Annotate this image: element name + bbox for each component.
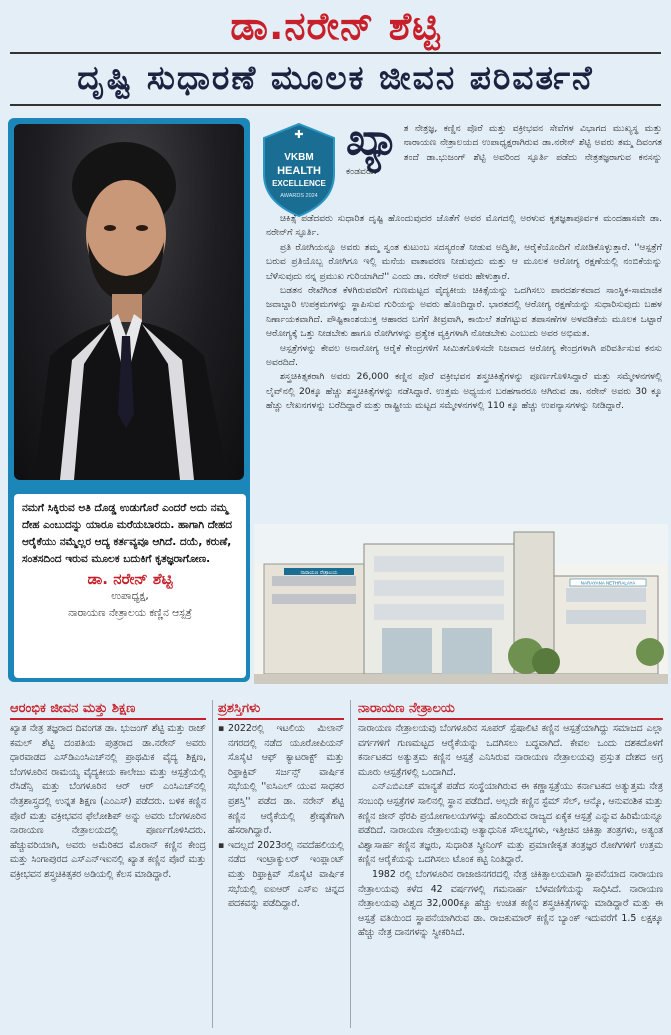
- award-item: ▪ 2022ರಲ್ಲಿ ಇಟಲಿಯ ಮಿಲಾನ್ ನಗರದಲ್ಲಿ ನಡೆದ ಯೂರೋಪಿಯನ್ ಸೊಸೈಟಿ ಆಫ್ ಕ್ಯಾಟರಾಕ್ಟ್ ಮತ್ತು ರಿಫ್ರಾಕ್ಟಿವ್ ಸರ್ಜನ್ಸ್ ವಾರ್ಷಿಕ ಸಭೆಯಲ್ಲಿ ''ಐಸಿಎಲ್ ಯುವ ಸಾಧಕರ ಪ್ರಶಸ್ತಿ'' ಪಡೆದ ಡಾ. ನರೇನ್ ಶೆಟ್ಟಿ ಕಣ್ಣಿನ ಆರೈಕೆಯಲ್ಲಿ ಶ್ರೇಷ್ಠತೆಗಾಗಿ ಹೆಸರಾಗಿದ್ದಾರೆ.: [218, 722, 344, 839]
- article-paragraph: ಬಡತನ ರೇಖೆಗಿಂತ ಕೆಳಗಿರುವವರಿಗೆ ಗುಣಮಟ್ಟದ ವೈದ್ಯಕೀಯ ಚಿಕಿತ್ಸೆಯನ್ನು ಒದಗಿಸಲು ಪಾರದರ್ಶಕವಾದ ಸಾಂಸ್ಥಿಕ-ಸಾಮಾಜಿಕ ಜವಾಬ್ದಾರಿ ಉಪಕ್ರಮಗಳನ್ನು ಸ್ಥಾಪಿಸುವ ಗುರಿಯನ್ನು ಅವರು ಹೊಂದಿದ್ದಾರೆ. ಭಾರತದಲ್ಲಿ ಆರೋಗ್ಯ ರಕ್ಷಣೆಯನ್ನು ಸುಧಾರಿಸುವುದು ಬಹಳ ನಿರ್ಣಾಯಕವಾಗಿದೆ. ಪೌಷ್ಟಿಕಾಂಶಯುಕ್ತ ಆಹಾರದ ಬಗೆಗೆ ತೀವ್ರವಾಗಿ, ಕಾಯಿಲೆ ತಡೆಗಟ್ಟುವ ತಪಾಸಣೆಗಳ ಅಳವಡಿಕೆಯ ಮೂಲಕ ಒಟ್ಟಾರೆ ಆರೋಗ್ಯಕ್ಕೆ ಒತ್ತು ನೀಡಬೇಕು ಹಾಗೂ ರೋಗಿಗಳನ್ನು ಪ್ರತ್ಯೇಕ ವ್ಯಕ್ತಿಗಳಾಗಿ ನೋಡಬೇಕು ಎಂಬುದು ಅವರ ಅಭಿಮತ.: [266, 285, 662, 340]
- section-heading-early-life: ಆರಂಭಿಕ ಜೀವನ ಮತ್ತು ಶಿಕ್ಷಣ: [10, 701, 136, 716]
- page-subtitle: ದೃಷ್ಟಿ ಸುಧಾರಣೆ ಮೂಲಕ ಜೀವನ ಪರಿವರ್ತನೆ: [77, 58, 594, 97]
- hospital-sign-english: NARAYANA NETHRALAYA: [580, 580, 636, 586]
- early-life-text: ಖ್ಯಾತ ನೇತ್ರ ತಜ್ಞರಾದ ದಿವಂಗತ ಡಾ. ಭುಜಂಗ್ ಶೆಟ್ಟಿ ಮತ್ತು ರಾಜ್ ಕಮಲ್ ಶೆಟ್ಟಿ ದಂಪತಿಯ ಪುತ್ರರಾದ ಡಾ.ನರೇನ್ ಅವರು ಧಾರವಾಡದ ಎಸ್‌ಡಿಎಂಸಿಎಚ್‌ನಲ್ಲಿ ಪ್ರಾಥಮಿಕ ವೈದ್ಯ ಶಿಕ್ಷಣ, ಬೆಂಗಳೂರಿನ ರಾಮಯ್ಯ ವೈದ್ಯಕೀಯ ಕಾಲೇಜು ಮತ್ತು ಆಸ್ಪತ್ರೆಯಲ್ಲಿ ರೆಸಿಡೆನ್ಸಿ ಮತ್ತು ಬೆಂಗಳೂರಿನ ಆರ್‌ ಆರ್ ಎಂಸಿಎಚ್‌ನಲ್ಲಿ ನೇತ್ರಶಾಸ್ತ್ರದಲ್ಲಿ ಉನ್ನತ ಶಿಕ್ಷಣ (ಎಂಎಸ್) ಪಡೆದರು. ಬಳಿಕ ಕಣ್ಣಿನ ಪೊರೆ ಮತ್ತು ವಕ್ರೀಭವನ ಫೆಲೋಶಿಪ್ ಅನ್ನು ಅವರು ಬೆಂಗಳೂರಿನ ನಾರಾಯಣ ನೇತ್ರಾಲಯದಲ್ಲಿ ಪೂರ್ಣಗೊಳಿಸಿದರು. ಹೆಚ್ಚುವರಿಯಾಗಿ, ಅವರು ಅಮೆರಿಕದ ಮೊರಾನ್ ಕಣ್ಣಿನ ಕೇಂದ್ರ ಮತ್ತು ಸಿಂಗಾಪುರದ ಎಸ್‌ಎನ್‌ಇಐನಲ್ಲಿ ಖ್ಯಾತ ಕಣ್ಣಿನ ಪೊರೆ ಮತ್ತು ವಕ್ರೀಭವನ ಶಸ್ತ್ರಚಿಕಿತ್ಸಕರ ಅಡಿಯಲ್ಲಿ ಕೆಲಸ ಮಾಡಿದ್ದಾರೆ.: [10, 723, 206, 880]
- article-paragraph: ಪ್ರತಿ ರೋಗಿಯನ್ನೂ ಅವರು ತಮ್ಮ ಸ್ವಂತ ಕುಟುಂಬ ಸದಸ್ಯರಂತೆ ನೀಡುವ ಅದ್ವಿತೀ, ಆರೈಕೆಯೊಂದಿಗೆ ನೋಡಿಕೊಳ್ಳುತ್ತಾರೆ. ''ಆಸ್ಪತ್ರೆಗೆ ಬರುವ ಪ್ರತಿಯೊಬ್ಬ ರೋಗಿಗೂ ಇಲ್ಲಿ ಮನೆಯ ವಾತಾವರಣ ನೀಡುವುದು ಮತ್ತು ಆ ಮೂಲಕ ಆರೋಗ್ಯ ರಕ್ಷಣೆಯಲ್ಲಿ ನಂಬಿಕೆಯನ್ನು ಬೆಳೆಸುವುದು ನನ್ನ ಪ್ರಮುಖ ಗುರಿಯಾಗಿದೆ'' ಎಂದು ಡಾ. ನರೇನ್ ಅವರು ಹೇಳುತ್ತಾರೆ.: [266, 241, 662, 282]
- quote-author-role: ಉಪಾಧ್ಯಕ್ಷ,: [111, 590, 149, 602]
- page-title: ಡಾ.ನರೇನ್ ಶೆಟ್ಟಿ: [230, 4, 441, 48]
- quote-text: ನಮಗೆ ಸಿಕ್ಕಿರುವ ಅತಿ ದೊಡ್ಡ ಉಡುಗೊರೆ ಎಂದರೆ ಅದು ನಮ್ಮ ದೇಹ ಎಂಬುದನ್ನು ಯಾರೂ ಮರೆಯಬಾರದು. ಹಾಗಾಗಿ ದೇಹದ ಆರೈಕೆಯು ನಮ್ಮೆಲ್ಲರ ಆದ್ಯ ಕರ್ತವ್ಯವೂ ಆಗಿದೆ. ದಯೆ, ಕರುಣೆ, ಸಂತಸದಿಂದ ಇರುವ ಮೂಲಕ ಬದುಕಿಗೆ ಕೃತಜ್ಞರಾಗೋಣ.: [22, 502, 233, 565]
- portrait-illustration: [14, 124, 244, 480]
- section-underline: [358, 718, 663, 720]
- logo-line1: VKBM: [284, 152, 314, 163]
- quote-author-org: ನಾರಾಯಣ ನೇತ್ರಾಲಯ ಕಣ್ಣಿನ ಆಸ್ಪತ್ರೆ: [68, 607, 192, 619]
- subtitle-divider: [10, 104, 661, 106]
- quote-author-name: ಡಾ. ನರೇನ್ ಶೆಟ್ಟಿ: [87, 570, 173, 588]
- svg-text:✚: ✚: [294, 128, 304, 141]
- column-divider: [350, 700, 351, 1028]
- narayana-paragraph: ನಾರಾಯಣ ನೇತ್ರಾಲಯವು ಬೆಂಗಳೂರಿನ ಸೂಪರ್ ಸ್ಪೆಷಾಲಿಟಿ ಕಣ್ಣಿನ ಆಸ್ಪತ್ರೆಯಾಗಿದ್ದು ಸಮಾಜದ ಎಲ್ಲಾ ವರ್ಗಗಳಿಗೆ ಗುಣಮಟ್ಟದ ಆರೈಕೆಯನ್ನು ಒದಗಿಸಲು ಬದ್ಧವಾಗಿದೆ. ಕೇವಲ ಒಂದು ದಶಕದೊಳಗೆ ಕರ್ನಾಟಕದ ಅತ್ಯುತ್ತಮ ಕಣ್ಣಿನ ಆಸ್ಪತ್ರೆ ಎನಿಸಿರುವ ನಾರಾಯಣ ನೇತ್ರಾಲಯವು ಪ್ರಸ್ತುತ ದೇಶದ ಅಗ್ರ ಮೂರು ಆಸ್ಪತ್ರೆಗಳಲ್ಲಿ ಒಂದಾಗಿದೆ.: [358, 723, 663, 778]
- drop-cap: ಖ್ಯಾ: [346, 114, 400, 165]
- shield-icon: [258, 122, 340, 218]
- title-divider: [10, 52, 661, 54]
- intro-text: ತ ನೇತ್ರಜ್ಞ, ಕಣ್ಣಿನ ಪೊರೆ ಮತ್ತು ವಕ್ರೀಭವನ ಸೇವೆಗಳ ವಿಭಾಗದ ಮುಖ್ಯಸ್ಥ ಮತ್ತು ನಾರಾಯಣ ನೇತ್ರಾಲಯದ ಉಪಾಧ್ಯಕ್ಷರಾಗಿರುವ ಡಾ.ನರೇನ್ ಶೆಟ್ಟಿ ಅವರು ತಮ್ಮ ದಿವಂಗತ ತಂದೆ ಡಾ.ಭುಜಂಗ್ ಶೆಟ್ಟಿ ಅವರಿಂದ ಸ್ಫೂರ್ತಿ ಪಡೆದು ನೇತ್ರತಜ್ಞರಾಗುವ ಕನಸನ್ನು ಕಂಡವರು.: [346, 123, 662, 178]
- quote-box: [14, 494, 246, 678]
- narayana-text: [358, 722, 663, 941]
- section-heading-awards: ಪ್ರಶಸ್ತಿಗಳು: [218, 701, 261, 716]
- logo-line3: EXCELLENCE: [272, 179, 326, 188]
- article-intro: [346, 114, 662, 180]
- section-heading-narayana: ನಾರಾಯಣ ನೇತ್ರಾಲಯ: [358, 701, 455, 716]
- logo-line4: AWARDS 2024: [280, 193, 318, 199]
- awards-list: [218, 722, 344, 912]
- hospital-illustration: [254, 524, 668, 684]
- hospital-building-image: [254, 524, 668, 684]
- article-paragraph: ಚಿಕಿತ್ಸೆ ಪಡೆದವರು ಸುಧಾರಿತ ದೃಷ್ಟಿ ಹೊಂದುವುದರ ಜೊತೆಗೆ ಅವರ ಮೊಗದಲ್ಲಿ ಅರಳುವ ಕೃತಜ್ಞತಾಪೂರ್ವಕ ಮಂದಹಾಸವೇ ಡಾ. ನರೇನ್‌ಗೆ ಸ್ಫೂರ್ತಿ.: [266, 213, 662, 239]
- hospital-sign-kannada: ನಾರಾಯಣ ನೇತ್ರಾಲಯ: [300, 570, 338, 576]
- section-underline: [218, 718, 344, 720]
- article-body: [266, 212, 662, 414]
- article-paragraph: ಶಸ್ತ್ರಚಿಕಿತ್ಸಕರಾಗಿ ಅವರು 26,000 ಕಣ್ಣಿನ ಪೊರೆ ವಕ್ರೀಭವನ ಶಸ್ತ್ರಚಿಕಿತ್ಸೆಗಳನ್ನು ಪೂರ್ಣಗೊಳಿಸಿದ್ದಾರೆ ಮತ್ತು ಸಮ್ಮೇಳನಗಳಲ್ಲಿ ಲೈವ್‌ನಲ್ಲಿ 20ಕ್ಕೂ ಹೆಚ್ಚು ಶಸ್ತ್ರಚಿಕಿತ್ಸೆಗಳನ್ನು ನಡೆಸಿದ್ದಾರೆ. ಉತ್ತಮ ಅಧ್ಯಯನ ಬರಹಗಾರರೂ ಆಗಿರುವ ಡಾ. ನರೇನ್ ಅವರು 30 ಕ್ಕೂ ಹೆಚ್ಚು ಲೇಖನಗಳನ್ನು ಬರೆದಿದ್ದಾರೆ ಮತ್ತು ರಾಷ್ಟ್ರೀಯ ಮಟ್ಟದ ಸಮ್ಮೇಳನಗಳಲ್ಲಿ 110 ಕ್ಕೂ ಹೆಚ್ಚು ಉಪನ್ಯಾಸಗಳನ್ನು ನೀಡಿದ್ದಾರೆ.: [266, 371, 662, 412]
- column-divider: [212, 700, 213, 1028]
- article-paragraph: ಆಸ್ಪತ್ರೆಗಳನ್ನು ಕೇವಲ ಅನಾರೋಗ್ಯ ಆರೈಕೆ ಕೇಂದ್ರಗಳಿಗೆ ಸೀಮಿತಗೊಳಿಸದೇ ನಿಜವಾದ ಆರೋಗ್ಯ ಕೇಂದ್ರಗಳಾಗಿ ಪರಿವರ್ತಿಸುವ ಕನಸು ಅವರದಿದೆ.: [266, 342, 662, 369]
- award-item: ▪ ಇದಲ್ಲದೆ 2023ರಲ್ಲಿ ನವದೆಹಲಿಯಲ್ಲಿ ನಡೆದ ಇಂಟ್ರಾಕ್ಯುಲರ್ ಇಂಪ್ಲಾಂಟ್ ಮತ್ತು ರಿಫ್ರಾಕ್ಟಿವ್ ಸೊಸೈಟಿ ವಾರ್ಷಿಕ ಸಭೆಯಲ್ಲಿ ಐಐಆರ್ ಎಸ್‌ಐ ಚಿನ್ನದ ಪದಕವನ್ನು ಪಡೆದಿದ್ದಾರೆ.: [218, 839, 344, 912]
- section-underline: [10, 718, 206, 720]
- doctor-portrait: [14, 124, 244, 480]
- narayana-paragraph: 1982 ರಲ್ಲಿ ಬೆಂಗಳೂರಿನ ರಾಜಾಜಿನಗರದಲ್ಲಿ ನೇತ್ರ ಚಿಕಿತ್ಸಾಲಯವಾಗಿ ಸ್ಥಾಪನೆಯಾದ ನಾರಾಯಣ ನೇತ್ರಾಲಯವು ಕಳೆದ 42 ವರ್ಷಗಳಲ್ಲಿ ಗಮನಾರ್ಹ ಬೆಳವಣಿಗೆಯನ್ನು ಸಾಧಿಸಿದೆ. ನಾರಾಯಣ ನೇತ್ರಾಲಯವು ವಿಶ್ವದ 32,000ಕ್ಕೂ ಹೆಚ್ಚು ಉಚಿತ ಕಣ್ಣಿನ ಶಸ್ತ್ರಚಿಕಿತ್ಸೆಗಳನ್ನು ಮಾಡಿದ್ದಾರೆ ಮತ್ತು ಈ ಆಸ್ಪತ್ರೆ ವತಿಯಿಂದ ಸ್ಥಾಪನೆಯಾಗಿರುವ ಡಾ. ರಾಜಕುಮಾರ್ ಕಣ್ಣಿನ ಬ್ಯಾಂಕ್ ಇದುವರೆಗೆ 1.5 ಲಕ್ಷಕ್ಕೂ ಹೆಚ್ಚು ನೇತ್ರ ದಾನಗಳನ್ನು ಸ್ವೀಕರಿಸಿದೆ.: [358, 868, 663, 939]
- logo-line2: HEALTH: [277, 165, 321, 177]
- narayana-paragraph: ಎನ್‌ಎಬಿಎಚ್ ಮಾನ್ಯತೆ ಪಡೆದ ಸಂಸ್ಥೆಯಾಗಿರುವ ಈ ಕಣ್ಣಾಸ್ಪತ್ರೆಯು ಕರ್ನಾಟಕದ ಅತ್ಯುತ್ತಮ ನೇತ್ರ ಸಂಬಂಧಿ ಆಸ್ಪತ್ರೆಗಳ ಸಾಲಿನಲ್ಲಿ ಸ್ಥಾನ ಪಡೆದಿದೆ. ಅಲ್ಲದೇ ಕಣ್ಣಿನ ಸ್ಟೆಮ್ ಸೆಲ್, ಆನ್ಕೊ, ಆನುವಂಶಿಕ ಮತ್ತು ಕಣ್ಣಿನ ಜೀನ್ ಥೆರಪಿ ಪ್ರಯೋಗಾಲಯಗಳನ್ನು ಹೊಂದಿರುವ ರಾಜ್ಯದ ಏಕೈಕ ಆಸ್ಪತ್ರೆ ಎನ್ನುವ ಹಿರಿಮೆಯನ್ನೂ ಪಡೆದಿದೆ. ನಾರಾಯಣ ನೇತ್ರಾಲಯವು ಅತ್ಯಾಧುನಿಕ ಸೌಲಭ್ಯಗಳು, ಇತ್ತೀಚಿನ ಚಿಕಿತ್ಸಾ ತಂತ್ರಗಳು, ಅತ್ಯಂತ ವಿಶ್ವಾಸಾರ್ಹ ಕಣ್ಣಿನ ತಜ್ಞರು, ಸುಧಾರಿತ ಸ್ಕ್ರೀನಿಂಗ್ ಮತ್ತು ಪ್ರಮಾಣೀಕೃತ ತಂತ್ರಜ್ಞರ ರೋಗಿಗಳಿಗೆ ಉತ್ತಮ ಕಣ್ಣಿನ ಆರೈಕೆಯನ್ನು ಒದಗಿಸಲು ಟೊಂಕ ಕಟ್ಟಿ ನಿಂತಿದ್ದಾರೆ.: [358, 781, 663, 866]
- award-logo: [258, 122, 340, 218]
